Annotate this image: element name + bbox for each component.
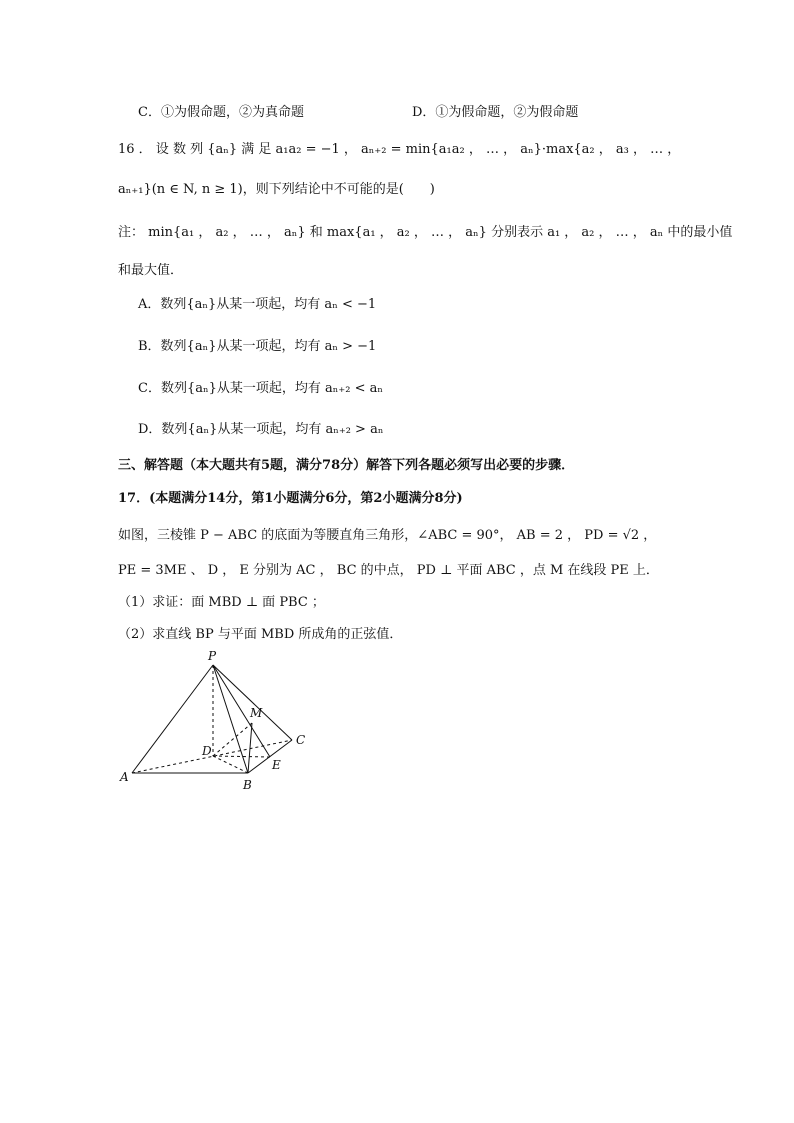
segment-DB-dashed [213, 756, 248, 773]
text-line: 17．(本题满分14分，第1小题满分6分，第2小题满分8分) [118, 491, 463, 506]
text-line: 三、解答题（本大题共有5题，满分78分）解答下列各题必须写出必要的步骤． [118, 458, 575, 473]
text-line: A．数列{aₙ}从某一项起，均有 aₙ < −1 [138, 297, 377, 312]
text-line: 16 ． 设 数 列 {aₙ} 满 足 a₁a₂ = −1 ， aₙ₊₂ = min{a₁a₂ ， … ， aₙ}·max{a₂ ， a₃ ， … ， [118, 142, 681, 157]
text-line: D．数列{aₙ}从某一项起，均有 aₙ₊₂ > aₙ [138, 422, 384, 437]
text-line: （2）求直线 BP 与平面 MBD 所成角的正弦值． [118, 627, 403, 642]
text-line: 注： min{a₁ ， a₂ ， … ， aₙ} 和 max{a₁ ， a₂ ， … ， aₙ} 分别表示 a₁ ， a₂ ， … ， aₙ 中的最小值 [118, 225, 733, 240]
label-B: B [243, 778, 252, 792]
label-A: A [120, 770, 129, 784]
text-line: （1）求证：面 MBD ⊥ 面 PBC ； [118, 595, 325, 610]
text-line: C．数列{aₙ}从某一项起，均有 aₙ₊₂ < aₙ [138, 381, 383, 396]
segment-DM-dashed [213, 723, 252, 756]
segment-DE-dashed [213, 756, 270, 757]
label-C: C [296, 733, 306, 747]
text-line: 如图，三棱锥 P − ABC 的底面为等腰直角三角形，∠ABC = 90°， AB = 2 ， PD = √2 ， [118, 528, 657, 543]
label-E: E [272, 758, 281, 772]
tetrahedron-figure [112, 645, 322, 795]
text-line: 和最大值． [118, 263, 184, 278]
text-line: C．①为假命题，②为真命题 [138, 105, 304, 120]
label-D: D [202, 744, 212, 758]
text-line: PE = 3ME 、 D ， E 分别为 AC ， BC 的中点， PD ⊥ 平面 ABC ，点 M 在线段 PE 上． [118, 563, 659, 578]
label-M: M [250, 706, 263, 720]
text-line: D．①为假命题，②为假命题 [412, 105, 579, 120]
text-line: aₙ₊₁}(n ∈ N, n ≥ 1)，则下列结论中不可能的是( ) [118, 182, 435, 197]
label-P: P [208, 649, 217, 663]
text-line: B．数列{aₙ}从某一项起，均有 aₙ > −1 [138, 339, 377, 354]
edge-PA [132, 665, 213, 773]
